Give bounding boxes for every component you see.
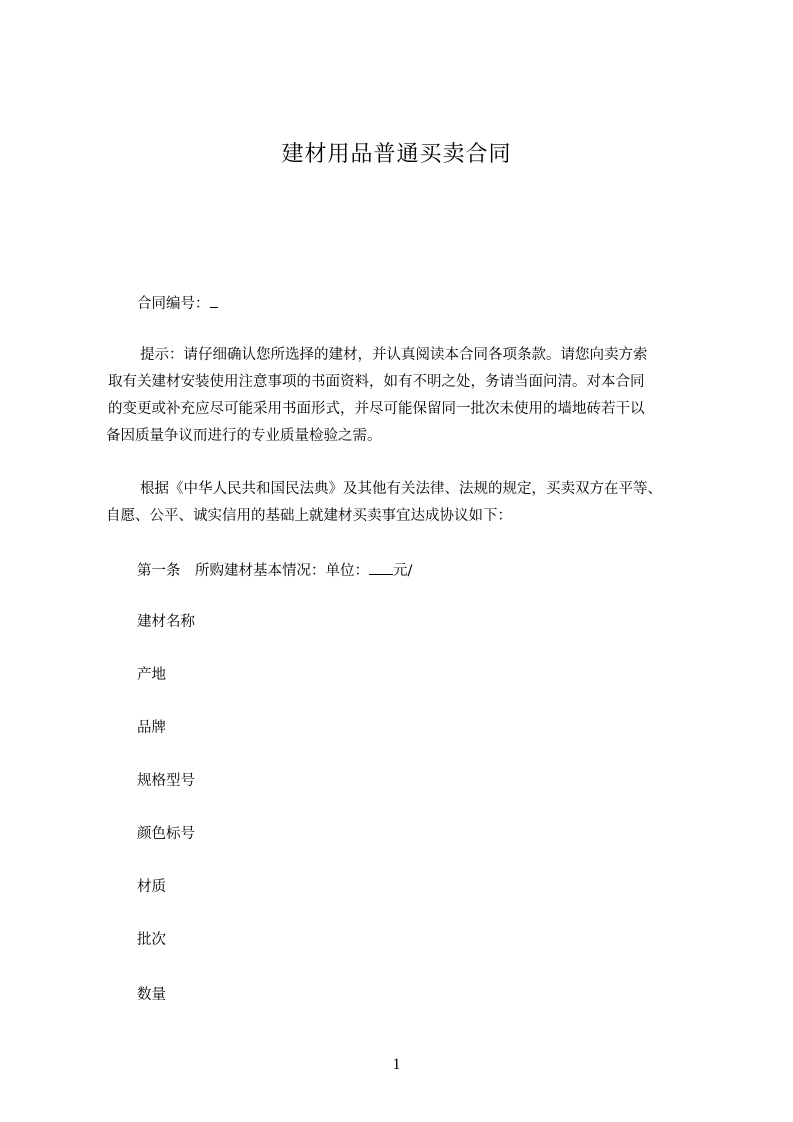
notice-line-4: 备因质量争议而进行的专业质量检验之需。 bbox=[106, 428, 382, 444]
page-number: 1 bbox=[392, 1056, 401, 1073]
item-label: 材质 bbox=[137, 879, 166, 895]
notice-line-3: 的变更或补充应尽可能采用书面形式，并尽可能保留同一批次未使用的墙地砖若干以 bbox=[108, 401, 645, 417]
article-1-line bbox=[137, 560, 412, 580]
basis-line-1: 根据《中华人民共和国民法典》及其他有关法律、法规的规定，买卖双方在平等、 bbox=[140, 481, 662, 497]
notice-line-1: 提示：请仔细确认您所选择的建材，并认真阅读本合同各项条款。请您向卖方索 bbox=[140, 347, 648, 363]
item-label: 颜色标号 bbox=[137, 826, 195, 842]
contract-number-blank bbox=[210, 293, 218, 308]
contract-number-line bbox=[137, 293, 218, 313]
article-1-suffix: 元/ bbox=[393, 563, 413, 579]
item-label: 建材名称 bbox=[137, 614, 195, 630]
notice-line-2: 取有关建材安装使用注意事项的书面资料，如有不明之处，务请当面问清。对本合同 bbox=[108, 374, 645, 390]
item-label: 数量 bbox=[137, 987, 166, 1003]
article-1-prefix: 第一条 所购建材基本情况：单位： bbox=[137, 563, 369, 579]
basis-line-2: 自愿、公平、诚实信用的基础上就建材买卖事宜达成协议如下： bbox=[106, 508, 512, 524]
document-title: 建材用品普通买卖合同 bbox=[281, 142, 512, 167]
item-label: 规格型号 bbox=[137, 773, 195, 789]
contract-number-label: 合同编号： bbox=[137, 296, 210, 312]
unit-price-blank bbox=[369, 560, 393, 575]
item-label: 批次 bbox=[137, 932, 166, 948]
item-label: 产地 bbox=[137, 667, 166, 683]
item-label: 品牌 bbox=[137, 720, 166, 736]
